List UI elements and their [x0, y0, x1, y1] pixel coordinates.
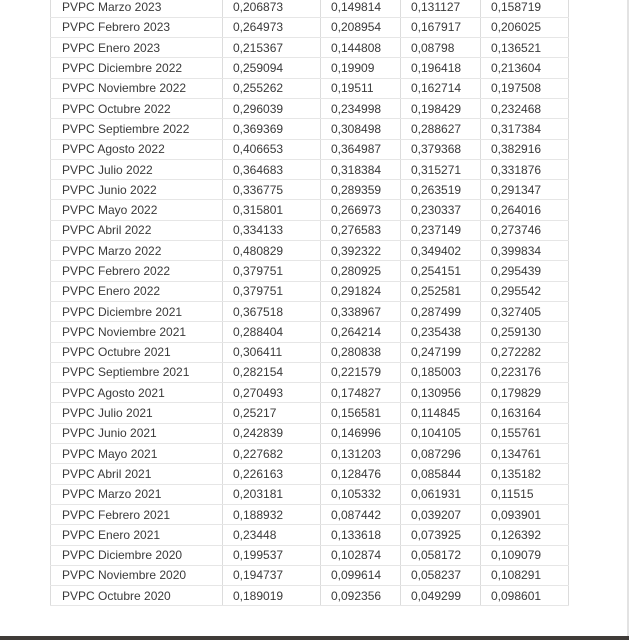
price-value-cell: 0,189019: [223, 586, 321, 606]
price-value-cell: 0,226163: [223, 464, 321, 484]
price-value-cell: 0,227682: [223, 444, 321, 464]
price-value-cell: 0,276583: [321, 220, 401, 240]
table-row: [51, 220, 569, 240]
period-label-cell: PVPC Diciembre 2021: [51, 301, 223, 321]
period-label-cell: PVPC Julio 2021: [51, 403, 223, 423]
price-value-cell: 0,085844: [401, 464, 481, 484]
price-value-cell: 0,315801: [223, 200, 321, 220]
table-row: [51, 525, 569, 545]
price-value-cell: 0,318384: [321, 159, 401, 179]
price-value-cell: 0,109079: [481, 545, 569, 565]
price-value-cell: 0,367518: [223, 301, 321, 321]
price-value-cell: 0,306411: [223, 342, 321, 362]
table-row: [51, 78, 569, 98]
price-value-cell: 0,19511: [321, 78, 401, 98]
price-value-cell: 0,280838: [321, 342, 401, 362]
table-row: [51, 545, 569, 565]
pvpc-price-table-container: [50, 0, 568, 606]
price-value-cell: 0,156581: [321, 403, 401, 423]
period-label-cell: PVPC Enero 2023: [51, 38, 223, 58]
table-row: [51, 180, 569, 200]
price-value-cell: 0,128476: [321, 464, 401, 484]
price-value-cell: 0,364683: [223, 159, 321, 179]
period-label-cell: PVPC Marzo 2023: [51, 0, 223, 17]
price-value-cell: 0,379368: [401, 139, 481, 159]
table-row: [51, 342, 569, 362]
period-label-cell: PVPC Noviembre 2020: [51, 565, 223, 585]
table-row: [51, 565, 569, 585]
period-label-cell: PVPC Agosto 2021: [51, 383, 223, 403]
price-value-cell: 0,049299: [401, 586, 481, 606]
period-label-cell: PVPC Julio 2022: [51, 159, 223, 179]
price-value-cell: 0,317384: [481, 119, 569, 139]
table-row: [51, 504, 569, 524]
period-label-cell: PVPC Enero 2022: [51, 281, 223, 301]
price-value-cell: 0,280925: [321, 261, 401, 281]
period-label-cell: PVPC Mayo 2021: [51, 444, 223, 464]
period-label-cell: PVPC Junio 2021: [51, 423, 223, 443]
price-value-cell: 0,232468: [481, 98, 569, 118]
price-value-cell: 0,194737: [223, 565, 321, 585]
price-value-cell: 0,291824: [321, 281, 401, 301]
period-label-cell: PVPC Febrero 2023: [51, 17, 223, 37]
period-label-cell: PVPC Abril 2021: [51, 464, 223, 484]
table-row: [51, 403, 569, 423]
period-label-cell: PVPC Octubre 2020: [51, 586, 223, 606]
price-value-cell: 0,264214: [321, 322, 401, 342]
price-value-cell: 0,058237: [401, 565, 481, 585]
price-value-cell: 0,126392: [481, 525, 569, 545]
price-value-cell: 0,179829: [481, 383, 569, 403]
price-value-cell: 0,104105: [401, 423, 481, 443]
price-value-cell: 0,136521: [481, 38, 569, 58]
price-value-cell: 0,105332: [321, 484, 401, 504]
price-value-cell: 0,146996: [321, 423, 401, 443]
price-value-cell: 0,295542: [481, 281, 569, 301]
price-value-cell: 0,134761: [481, 444, 569, 464]
table-row: [51, 139, 569, 159]
pvpc-price-table: [50, 0, 569, 606]
period-label-cell: PVPC Junio 2022: [51, 180, 223, 200]
price-value-cell: 0,336775: [223, 180, 321, 200]
price-value-cell: 0,174827: [321, 383, 401, 403]
price-value-cell: 0,131127: [401, 0, 481, 17]
table-row: [51, 383, 569, 403]
price-value-cell: 0,099614: [321, 565, 401, 585]
price-value-cell: 0,208954: [321, 17, 401, 37]
price-value-cell: 0,167917: [401, 17, 481, 37]
price-value-cell: 0,289359: [321, 180, 401, 200]
price-value-cell: 0,162714: [401, 78, 481, 98]
period-label-cell: PVPC Diciembre 2022: [51, 58, 223, 78]
price-value-cell: 0,196418: [401, 58, 481, 78]
price-value-cell: 0,149814: [321, 0, 401, 17]
table-row: [51, 261, 569, 281]
price-value-cell: 0,263519: [401, 180, 481, 200]
price-value-cell: 0,130956: [401, 383, 481, 403]
price-value-cell: 0,349402: [401, 241, 481, 261]
price-value-cell: 0,254151: [401, 261, 481, 281]
price-value-cell: 0,282154: [223, 362, 321, 382]
bottom-edge-bar: [0, 636, 629, 640]
price-value-cell: 0,379751: [223, 261, 321, 281]
price-value-cell: 0,199537: [223, 545, 321, 565]
price-value-cell: 0,264973: [223, 17, 321, 37]
table-row: [51, 281, 569, 301]
period-label-cell: PVPC Marzo 2022: [51, 241, 223, 261]
table-row: [51, 159, 569, 179]
table-row: [51, 0, 569, 17]
period-label-cell: PVPC Febrero 2022: [51, 261, 223, 281]
price-value-cell: 0,155761: [481, 423, 569, 443]
price-value-cell: 0,308498: [321, 119, 401, 139]
price-value-cell: 0,259094: [223, 58, 321, 78]
price-value-cell: 0,198429: [401, 98, 481, 118]
price-value-cell: 0,369369: [223, 119, 321, 139]
table-row: [51, 586, 569, 606]
price-value-cell: 0,255262: [223, 78, 321, 98]
table-row: [51, 200, 569, 220]
period-label-cell: PVPC Agosto 2022: [51, 139, 223, 159]
price-value-cell: 0,098601: [481, 586, 569, 606]
period-label-cell: PVPC Noviembre 2022: [51, 78, 223, 98]
price-value-cell: 0,288404: [223, 322, 321, 342]
price-value-cell: 0,295439: [481, 261, 569, 281]
price-value-cell: 0,203181: [223, 484, 321, 504]
price-value-cell: 0,406653: [223, 139, 321, 159]
price-value-cell: 0,237149: [401, 220, 481, 240]
price-value-cell: 0,08798: [401, 38, 481, 58]
price-value-cell: 0,259130: [481, 322, 569, 342]
price-value-cell: 0,287499: [401, 301, 481, 321]
table-row: [51, 301, 569, 321]
period-label-cell: PVPC Diciembre 2020: [51, 545, 223, 565]
price-value-cell: 0,087442: [321, 504, 401, 524]
price-value-cell: 0,223176: [481, 362, 569, 382]
price-value-cell: 0,327405: [481, 301, 569, 321]
price-value-cell: 0,242839: [223, 423, 321, 443]
price-value-cell: 0,144808: [321, 38, 401, 58]
price-value-cell: 0,296039: [223, 98, 321, 118]
table-row: [51, 322, 569, 342]
table-row: [51, 119, 569, 139]
period-label-cell: PVPC Enero 2021: [51, 525, 223, 545]
price-value-cell: 0,315271: [401, 159, 481, 179]
price-value-cell: 0,206873: [223, 0, 321, 17]
period-label-cell: PVPC Febrero 2021: [51, 504, 223, 524]
table-row: [51, 464, 569, 484]
price-value-cell: 0,158719: [481, 0, 569, 17]
price-value-cell: 0,133618: [321, 525, 401, 545]
price-value-cell: 0,270493: [223, 383, 321, 403]
price-value-cell: 0,087296: [401, 444, 481, 464]
period-label-cell: PVPC Octubre 2021: [51, 342, 223, 362]
price-value-cell: 0,135182: [481, 464, 569, 484]
price-value-cell: 0,273746: [481, 220, 569, 240]
price-value-cell: 0,061931: [401, 484, 481, 504]
period-label-cell: PVPC Marzo 2021: [51, 484, 223, 504]
price-value-cell: 0,23448: [223, 525, 321, 545]
price-value-cell: 0,25217: [223, 403, 321, 423]
price-value-cell: 0,272282: [481, 342, 569, 362]
price-value-cell: 0,235438: [401, 322, 481, 342]
price-value-cell: 0,188932: [223, 504, 321, 524]
price-value-cell: 0,264016: [481, 200, 569, 220]
price-value-cell: 0,206025: [481, 17, 569, 37]
table-row: [51, 241, 569, 261]
price-value-cell: 0,185003: [401, 362, 481, 382]
price-value-cell: 0,247199: [401, 342, 481, 362]
price-value-cell: 0,221579: [321, 362, 401, 382]
price-value-cell: 0,288627: [401, 119, 481, 139]
price-value-cell: 0,131203: [321, 444, 401, 464]
price-value-cell: 0,213604: [481, 58, 569, 78]
price-value-cell: 0,058172: [401, 545, 481, 565]
price-value-cell: 0,379751: [223, 281, 321, 301]
table-row: [51, 98, 569, 118]
price-value-cell: 0,163164: [481, 403, 569, 423]
period-label-cell: PVPC Septiembre 2021: [51, 362, 223, 382]
table-row: [51, 362, 569, 382]
table-row: [51, 444, 569, 464]
price-value-cell: 0,114845: [401, 403, 481, 423]
period-label-cell: PVPC Septiembre 2022: [51, 119, 223, 139]
price-value-cell: 0,382916: [481, 139, 569, 159]
price-value-cell: 0,11515: [481, 484, 569, 504]
price-value-cell: 0,338967: [321, 301, 401, 321]
table-row: [51, 423, 569, 443]
period-label-cell: PVPC Mayo 2022: [51, 200, 223, 220]
price-value-cell: 0,291347: [481, 180, 569, 200]
table-row: [51, 58, 569, 78]
price-value-cell: 0,093901: [481, 504, 569, 524]
price-value-cell: 0,108291: [481, 565, 569, 585]
table-row: [51, 484, 569, 504]
price-value-cell: 0,19909: [321, 58, 401, 78]
price-value-cell: 0,399834: [481, 241, 569, 261]
period-label-cell: PVPC Octubre 2022: [51, 98, 223, 118]
price-value-cell: 0,215367: [223, 38, 321, 58]
price-value-cell: 0,092356: [321, 586, 401, 606]
price-value-cell: 0,252581: [401, 281, 481, 301]
price-value-cell: 0,234998: [321, 98, 401, 118]
table-body: [51, 0, 569, 606]
price-value-cell: 0,102874: [321, 545, 401, 565]
price-value-cell: 0,334133: [223, 220, 321, 240]
price-value-cell: 0,039207: [401, 504, 481, 524]
price-value-cell: 0,480829: [223, 241, 321, 261]
table-row: [51, 17, 569, 37]
price-value-cell: 0,230337: [401, 200, 481, 220]
price-value-cell: 0,073925: [401, 525, 481, 545]
price-value-cell: 0,392322: [321, 241, 401, 261]
price-value-cell: 0,266973: [321, 200, 401, 220]
period-label-cell: PVPC Abril 2022: [51, 220, 223, 240]
period-label-cell: PVPC Noviembre 2021: [51, 322, 223, 342]
table-row: [51, 38, 569, 58]
price-value-cell: 0,331876: [481, 159, 569, 179]
price-value-cell: 0,364987: [321, 139, 401, 159]
price-value-cell: 0,197508: [481, 78, 569, 98]
